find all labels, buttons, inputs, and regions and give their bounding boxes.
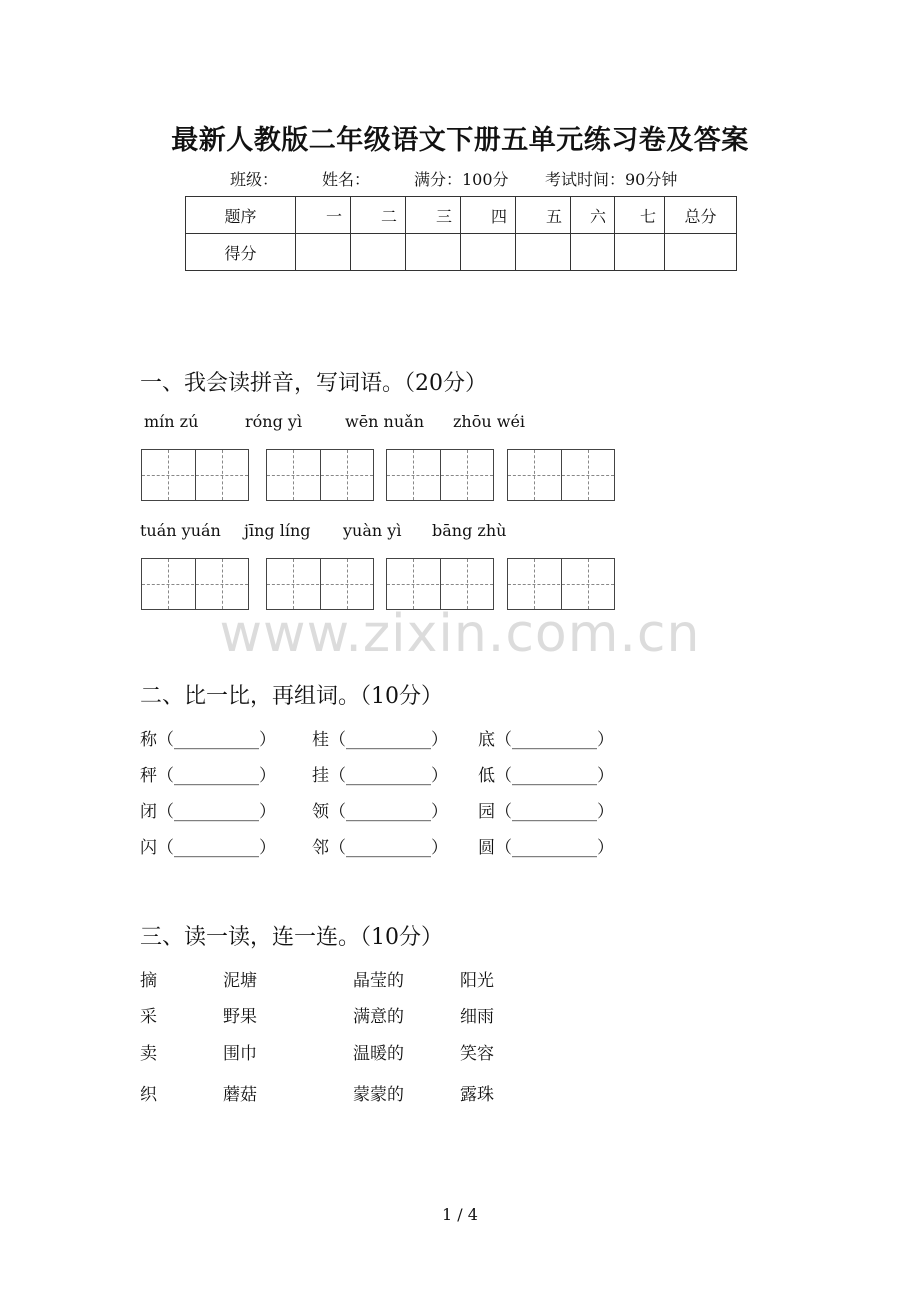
page-number: 1 / 4 [442,1205,478,1224]
full-score: 满分：100分 [414,170,509,189]
tianzige-box[interactable] [386,449,494,501]
match-item: 采 [140,1007,157,1027]
match-item: 晶莹的 [353,971,404,991]
pinyin-label: wēn nuǎn [345,412,425,431]
exam-time: 考试时间：90分钟 [545,170,678,189]
word-group-item: 园（__________） [478,802,614,822]
pinyin-label: zhōu wéi [453,412,526,431]
score-table-header-cell: 六 [571,197,615,234]
score-table-header-cell: 三 [406,197,461,234]
score-table-score-row [186,234,737,271]
section3-heading: 三、读一读，连一连。（10分） [140,925,443,950]
match-item: 蘑菇 [223,1085,257,1105]
tianzige-box[interactable] [507,449,615,501]
score-table-header-cell: 二 [351,197,406,234]
score-table-header-cell: 四 [461,197,516,234]
match-item: 泥塘 [223,971,257,991]
document-title: 最新人教版二年级语文下册五单元练习卷及答案 [171,125,749,156]
score-table-header-cell: 七 [615,197,665,234]
pinyin-label: yuàn yì [343,521,402,540]
match-item: 笑容 [460,1044,494,1064]
score-table-header-cell: 五 [516,197,571,234]
section2-heading: 二、比一比，再组词。（10分） [140,684,443,709]
tianzige-box[interactable] [141,558,249,610]
score-table-header-cell: 题序 [186,197,296,234]
score-cell[interactable] [615,234,665,271]
class-label: 班级： [230,170,279,189]
score-cell[interactable] [461,234,516,271]
score-cell[interactable] [516,234,571,271]
match-item: 卖 [140,1044,157,1064]
pinyin-label: mín zú [144,412,199,431]
match-item: 野果 [223,1007,257,1027]
match-item: 摘 [140,971,157,991]
word-group-item: 圆（__________） [478,838,614,858]
score-cell[interactable] [296,234,351,271]
word-group-item: 闪（__________） [140,838,276,858]
word-group-item: 秤（__________） [140,766,276,786]
match-item: 露珠 [460,1085,494,1105]
score-cell[interactable] [665,234,737,271]
word-group-item: 领（__________） [312,802,448,822]
word-group-item: 底（__________） [478,730,614,750]
section1-heading: 一、我会读拼音，写词语。（20分） [140,371,487,396]
word-group-item: 低（__________） [478,766,614,786]
pinyin-label: tuán yuán [140,521,221,540]
match-item: 满意的 [353,1007,404,1027]
match-item: 蒙蒙的 [353,1085,404,1105]
name-label: 姓名： [322,170,371,189]
score-table-row-label: 得分 [186,234,296,271]
score-cell[interactable] [406,234,461,271]
tianzige-box[interactable] [507,558,615,610]
match-item: 织 [140,1085,157,1105]
score-table-header-cell: 一 [296,197,351,234]
match-item: 细雨 [460,1007,494,1027]
pinyin-label: bāng zhù [432,521,507,540]
watermark: www.zixin.com.cn [219,604,701,664]
score-cell[interactable] [571,234,615,271]
tianzige-box[interactable] [141,449,249,501]
pinyin-label: jīng líng [244,521,311,540]
score-cell[interactable] [351,234,406,271]
word-group-item: 称（__________） [140,730,276,750]
score-table-header-row [186,197,737,234]
pinyin-label: róng yì [245,412,303,431]
tianzige-box[interactable] [266,558,374,610]
word-group-item: 桂（__________） [312,730,448,750]
word-group-item: 挂（__________） [312,766,448,786]
word-group-item: 闭（__________） [140,802,276,822]
match-item: 阳光 [460,971,494,991]
word-group-item: 邻（__________） [312,838,448,858]
score-table-header-cell: 总分 [665,197,737,234]
match-item: 围巾 [223,1044,257,1064]
score-table [185,196,737,271]
match-item: 温暖的 [353,1044,404,1064]
tianzige-box[interactable] [386,558,494,610]
tianzige-box[interactable] [266,449,374,501]
